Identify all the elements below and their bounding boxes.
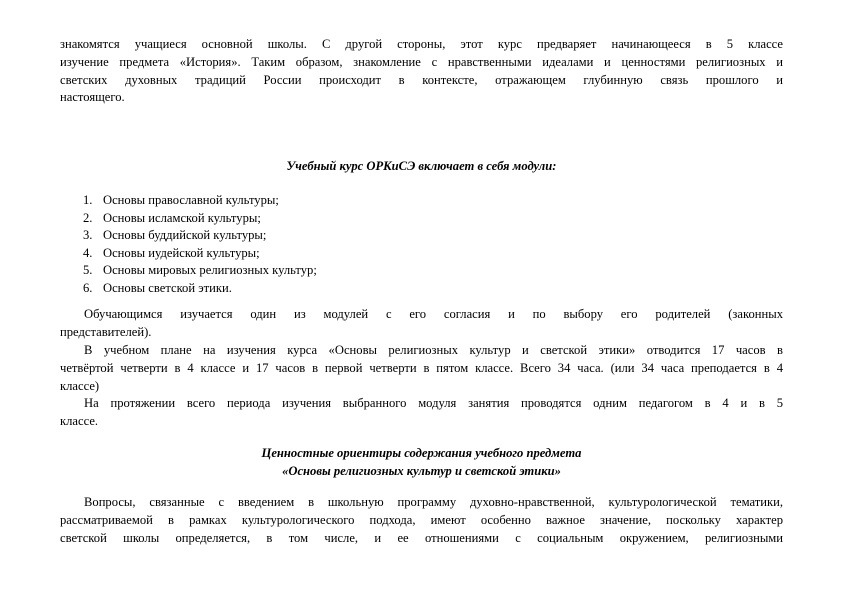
list-item: 6. Основы светской этики. — [83, 280, 232, 295]
values-heading-line: «Основы религиозных культур и светской этики» — [282, 464, 561, 478]
list-item: 5. Основы мировых религиозных культур; — [83, 263, 317, 278]
intro-paragraph — [60, 36, 783, 107]
text-line: настоящего. — [60, 90, 125, 105]
values-paragraph — [60, 494, 783, 547]
text-line: представителей). — [60, 324, 152, 339]
text-line: рассматриваемой в рамках культурологического подхода, имеют особенно важное значение, поскольку характер — [60, 512, 783, 527]
text-line: В учебном плане на изучения курса «Основы религиозных культур и светской этики» отводится 17 часов в — [84, 343, 783, 357]
paragraph-teacher — [60, 395, 783, 431]
modules-heading: Учебный курс ОРКиСЭ включает в себя модули: — [286, 159, 557, 173]
text-line: светской школы определяется, в том числе, и ее отношениями с социальным окружением, религиозными — [60, 530, 783, 545]
list-item: 3. Основы буддийской культуры; — [83, 228, 267, 243]
text-line: Вопросы, связанные с введением в школьную программу духовно-нравственной, культурологической тематики, — [84, 495, 783, 509]
text-line: Обучающимся изучается один из модулей с его согласия и по выбору его родителей (законных — [84, 307, 783, 321]
list-item: 2. Основы исламской культуры; — [83, 210, 261, 225]
list-item: 1. Основы православной культуры; — [83, 193, 279, 207]
modules-list — [83, 192, 317, 298]
text-line: классе) — [60, 378, 100, 393]
text-line: светских духовных традиций России происходит в контексте, отражающем глубинную связь прошлого и — [60, 72, 783, 87]
values-heading — [60, 444, 783, 480]
list-item: 4. Основы иудейской культуры; — [83, 245, 260, 260]
text-line: классе. — [60, 413, 99, 428]
text-line: четвёртой четверти в 4 классе и 17 часов в первой четверти в пятом классе. Всего 34 часа. (или 34 часа преподается в 4 — [60, 360, 783, 375]
paragraph-hours — [60, 342, 783, 395]
text-line: изучение предмета «История». Таким образом, знакомление с нравственными идеалами и ценностями религиозных и — [60, 54, 783, 69]
text-line: знакомятся учащиеся основной школы. С другой стороны, этот курс предваряет начинающееся в 5 классе — [60, 37, 783, 51]
values-heading-line: Ценностные ориентиры содержания учебного предмета — [261, 446, 582, 460]
text-line: На протяжении всего периода изучения выбранного модуля занятия проводятся одним педагогом в 4 и в 5 — [84, 396, 783, 410]
paragraph-students — [60, 306, 783, 342]
